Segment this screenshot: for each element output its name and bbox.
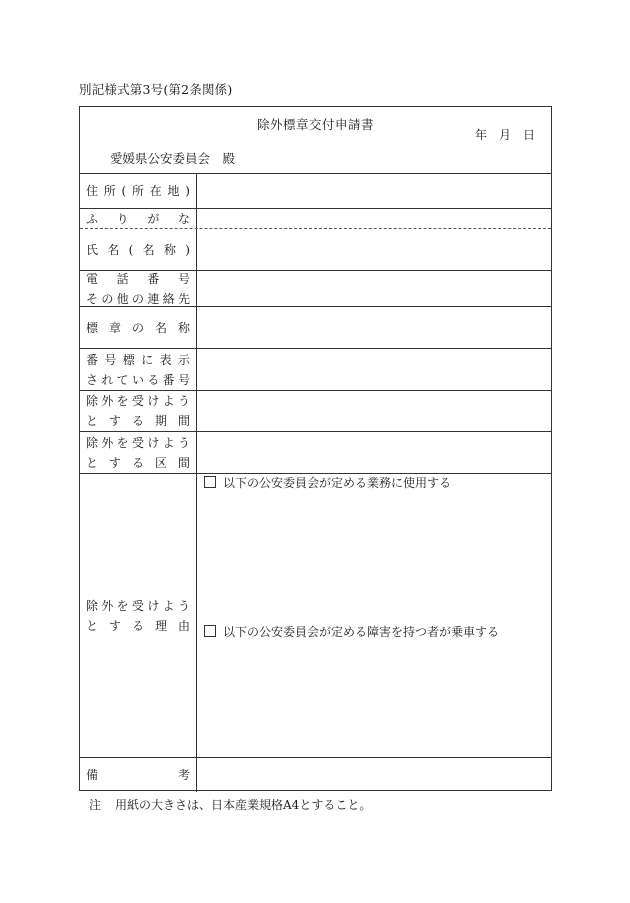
row-sign-name — [80, 307, 551, 349]
label-phone — [80, 271, 197, 306]
label-line: 氏名(名称) — [86, 242, 191, 257]
label-line: 住所(所在地) — [86, 183, 191, 198]
label-address — [80, 173, 197, 208]
label-line: されている番号 — [86, 372, 191, 387]
row-reason — [80, 474, 551, 758]
row-phone — [80, 271, 551, 307]
label-furigana — [80, 209, 197, 228]
form-caption: 別記様式第3号(第2条関係) — [79, 82, 233, 97]
row-name — [80, 229, 551, 271]
row-period — [80, 391, 551, 432]
form-header — [80, 107, 551, 174]
footnote-text: 用紙の大きさは、日本産業規格A4とすること。 — [115, 798, 372, 812]
furigana-field[interactable] — [197, 209, 551, 228]
sign-name-field[interactable] — [197, 307, 551, 348]
date-line[interactable]: 年 月 日 — [474, 128, 535, 142]
label-line: 除外を受けよう — [86, 598, 191, 613]
remarks-field[interactable] — [197, 758, 551, 792]
label-line: 備考 — [86, 768, 191, 782]
phone-field[interactable] — [197, 271, 551, 306]
document-title: 除外標章交付申請書 — [256, 117, 374, 132]
label-line: 除外を受けよう — [86, 435, 191, 450]
reason-field — [197, 474, 551, 757]
label-remarks — [80, 758, 197, 792]
area-field[interactable] — [197, 432, 551, 473]
label-line: 除外を受けよう — [86, 394, 191, 408]
reason-option-label: 以下の公安委員会が定める業務に使用する — [223, 476, 452, 490]
plate-number-field[interactable] — [197, 349, 551, 390]
checkbox[interactable] — [204, 625, 216, 637]
label-line: とする区間 — [86, 455, 191, 470]
label-line: その他の連絡先 — [86, 291, 191, 306]
reason-option-label: 以下の公安委員会が定める障害を持つ者が乗車する — [223, 625, 500, 639]
application-form — [79, 106, 552, 791]
row-plate-number — [80, 349, 551, 391]
row-furigana — [80, 209, 551, 229]
row-address — [80, 173, 551, 209]
footnote — [89, 796, 371, 813]
label-line: ふりがな — [86, 211, 191, 226]
label-line: 番号標に表示 — [86, 352, 191, 367]
period-field[interactable] — [197, 391, 551, 431]
reason-option-business[interactable] — [204, 474, 451, 491]
address-field[interactable] — [197, 173, 551, 208]
label-reason — [80, 474, 197, 757]
label-name — [80, 229, 197, 270]
label-line: 標章の名称 — [86, 320, 191, 335]
checkbox[interactable] — [204, 476, 216, 488]
label-sign-name — [80, 307, 197, 348]
name-field[interactable] — [197, 229, 551, 270]
row-area — [80, 432, 551, 474]
footnote-mark: 注 — [89, 798, 102, 812]
label-line: とする理由 — [86, 618, 191, 633]
label-period — [80, 391, 197, 431]
label-line: 電話番号 — [86, 271, 191, 286]
label-plate-number — [80, 349, 197, 390]
addressee: 愛媛県公安委員会 殿 — [110, 151, 236, 166]
label-line: とする期間 — [86, 414, 191, 428]
label-area — [80, 432, 197, 473]
reason-option-disability[interactable] — [204, 623, 499, 640]
row-remarks — [80, 758, 551, 792]
